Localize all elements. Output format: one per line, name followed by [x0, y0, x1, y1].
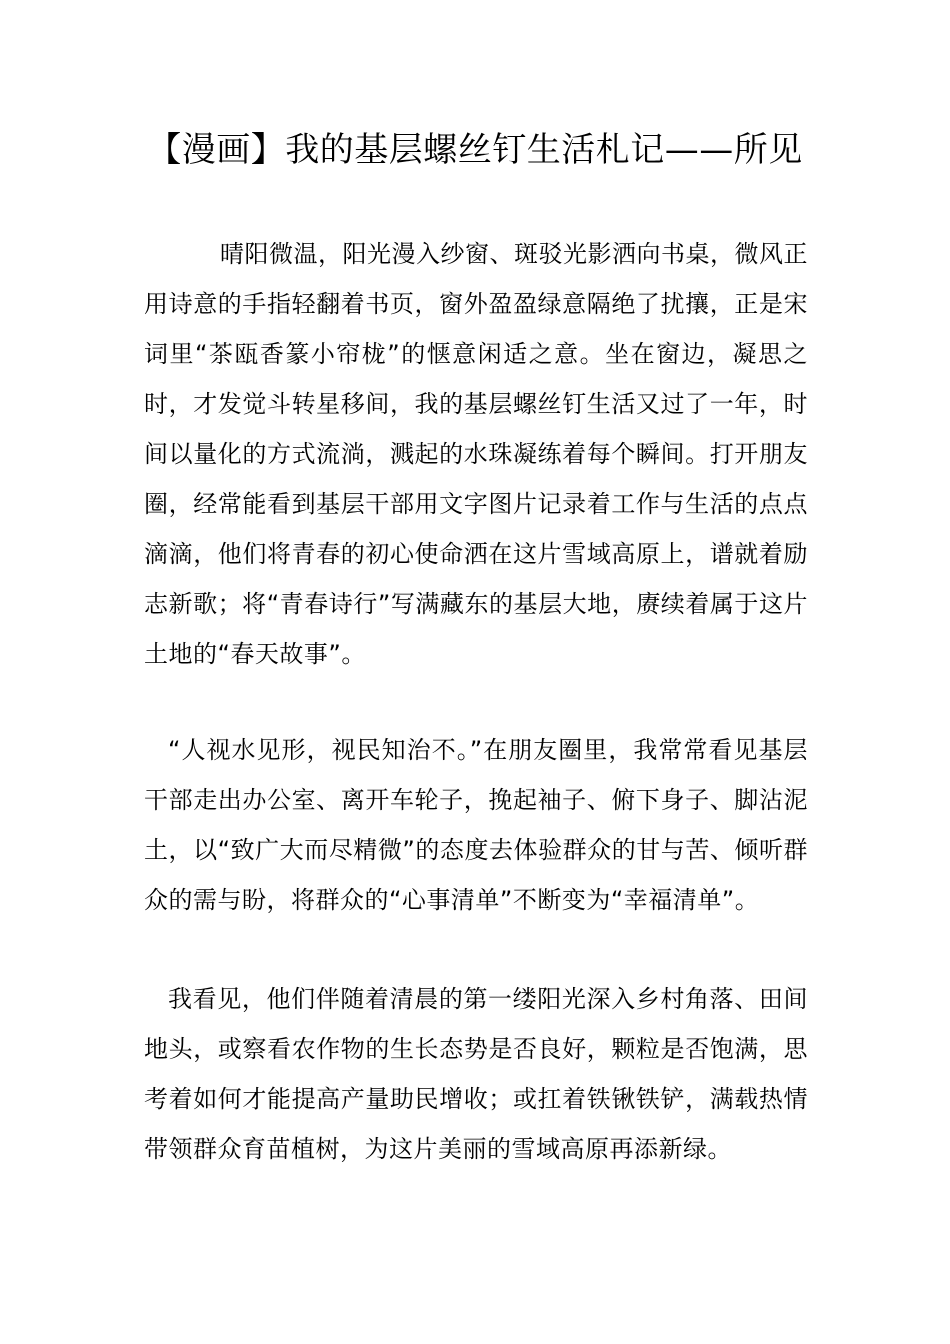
paragraph-2: “人视水见形，视民知治不。”在朋友圈里，我常常看见基层干部走出办公室、离开车轮子，挽起袖子、俯下身子、脚沾泥土，以“致广大而尽精微”的态度去体验群众的甘与苦、倾听群众的需与盼，将群众的“心事清单”不断变为“幸福清单”。: [144, 736, 808, 914]
paragraph-3: 我看见，他们伴随着清晨的第一缕阳光深入乡村角落、田间地头，或察看农作物的生长态势是否良好，颗粒是否饱满，思考着如何才能提高产量助民增收；或扛着铁锹铁铲，满载热情带领群众育苗植树，为这片美丽的雪域高原再添新绿。: [144, 985, 808, 1163]
paragraph-1: 晴阳微温，阳光漫入纱窗、斑驳光影洒向书桌，微风正用诗意的手指轻翻着书页，窗外盈盈绿意隔绝了扰攘，正是宋词里“茶瓯香篆小帘栊”的惬意闲适之意。坐在窗边，凝思之时，才发觉斗转星移间，我的基层螺丝钉生活又过了一年，时间以量化的方式流淌，溅起的水珠凝练着每个瞬间。打开朋友圈，经常能看到基层干部用文字图片记录着工作与生活的点点滴滴，他们将青春的初心使命洒在这片雪域高原上，谱就着励志新歌；将“青春诗行”写满藏东的基层大地，赓续着属于这片土地的“春天故事”。: [144, 240, 808, 668]
document-title: 【漫画】我的基层螺丝钉生活札记——所见: [147, 130, 803, 170]
